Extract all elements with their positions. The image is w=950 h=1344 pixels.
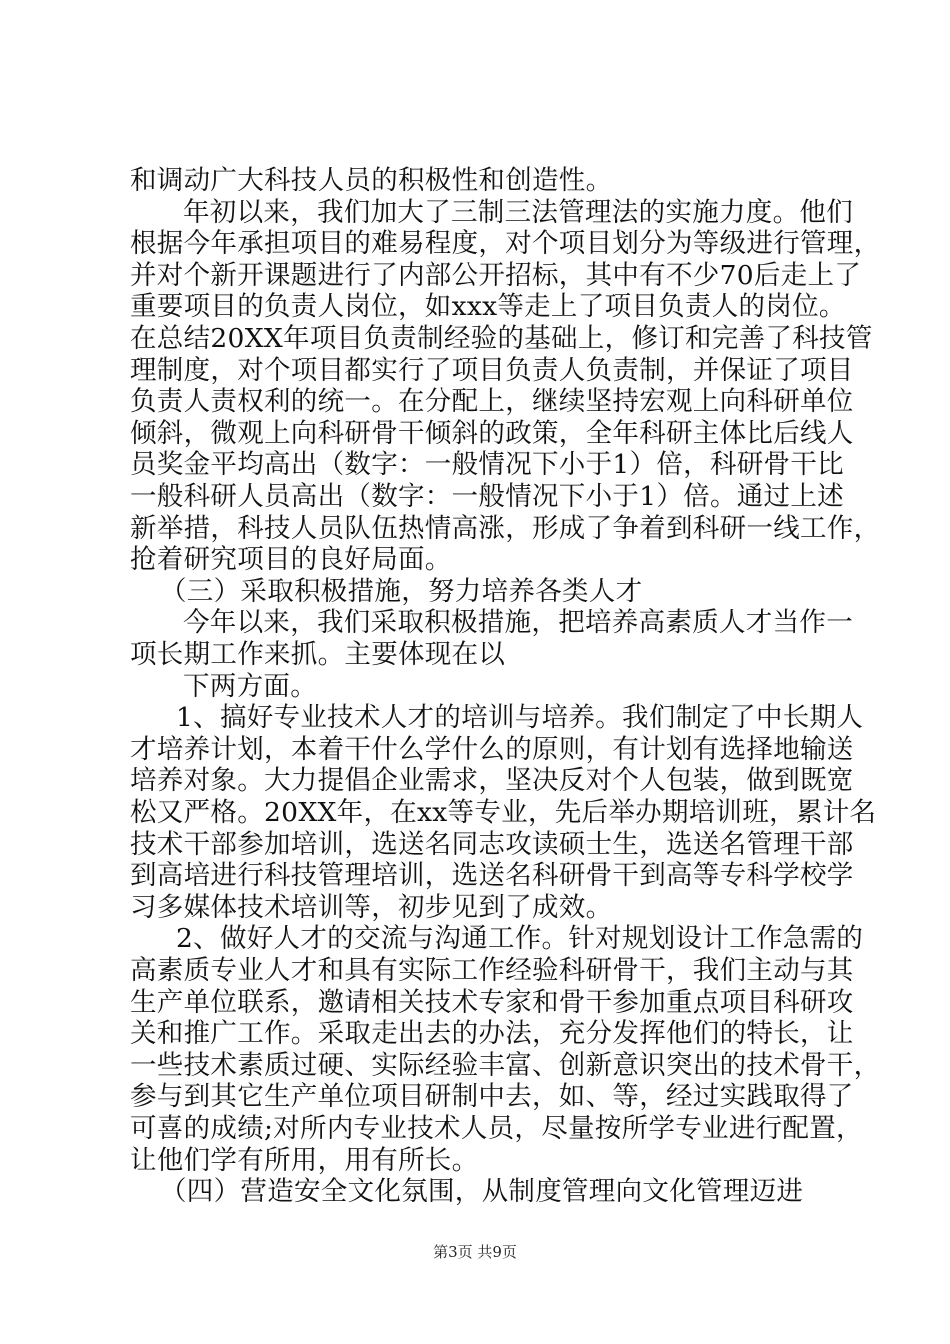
text-line: 并对个新开课题进行了内部公开招标，其中有不少70后走上了 [130,260,862,291]
text-line: 员奖金平均高出（数字：一般情况下小于1）倍，科研骨干比 [130,449,844,480]
text-line: 项长期工作来抓。主要体现在以 [130,639,506,670]
text-line: 新举措，科技人员队伍热情高涨，形成了争着到科研一线工作， [130,513,881,544]
text-line: 到高培进行科技管理培训，选送名科研骨干到高等专科学校学 [130,860,854,891]
text-line: 高素质专业人才和具有实际工作经验科研骨干，我们主动与其 [130,955,854,986]
text-line: 可喜的成绩;对所内专业技术人员，尽量按所学专业进行配置， [130,1113,863,1144]
text-line: 2、做好人才的交流与沟通工作。针对规划设计工作急需的 [176,923,864,954]
section-heading: （三）采取积极措施，努力培养各类人才 [160,576,643,607]
text-line: 习多媒体技术培训等，初步见到了成效。 [130,892,613,923]
text-line: 才培养计划，本着干什么学什么的原则，有计划有选择地输送 [130,734,854,765]
text-line: 培养对象。大力提倡企业需求，坚决反对个人包装，做到既宽 [130,765,854,796]
text-line: 根据今年承担项目的难易程度，对个项目划分为等级进行管理， [130,228,881,259]
text-line: 生产单位联系，邀请相关技术专家和骨干参加重点项目科研攻 [130,987,854,1018]
text-line: 让他们学有所用，用有所长。 [130,1145,479,1176]
text-line: 倾斜，微观上向科研骨干倾斜的政策，全年科研主体比后线人 [130,418,854,449]
text-line: 技术干部参加培训，选送名同志攻读硕士生，选送名管理干部 [130,829,854,860]
text-line: 今年以来，我们采取积极措施，把培养高素质人才当作一 [183,607,853,638]
text-line: 1、搞好专业技术人才的培训与培养。我们制定了中长期人 [176,702,864,733]
text-line: 关和推广工作。采取走出去的办法，充分发挥他们的特长，让 [130,1018,854,1049]
text-line: 松又严格。20XX年，在xx等专业，先后举办期培训班，累计名 [130,797,877,828]
text-line: 和调动广大科技人员的积极性和创造性。 [130,165,613,196]
page-footer [0,1242,950,1262]
text-line: 一般科研人员高出（数字：一般情况下小于1）倍。通过上述 [130,481,844,512]
page-number: 第3页 共9页 [433,1243,517,1261]
text-line: 理制度，对个项目都实行了项目负责人负责制，并保证了项目 [130,355,854,386]
text-line: 参与到其它生产单位项目研制中去，如、等，经过实践取得了 [130,1081,854,1112]
text-line: 在总结20XX年项目负责制经验的基础上，修订和完善了科技管 [130,323,873,354]
text-line: 重要项目的负责人岗位，如xxx等走上了项目负责人的岗位。 [130,291,846,322]
text-line: 一些技术素质过硬、实际经验丰富、创新意识突出的技术骨干， [130,1050,881,1081]
text-line: 年初以来，我们加大了三制三法管理法的实施力度。他们 [183,197,853,228]
text-line: 负责人责权利的统一。在分配上，继续坚持宏观上向科研单位 [130,386,854,417]
text-line: 抢着研究项目的良好局面。 [130,544,452,575]
text-line: 下两方面。 [183,671,317,702]
section-heading: （四）营造安全文化氛围，从制度管理向文化管理迈进 [160,1176,804,1207]
